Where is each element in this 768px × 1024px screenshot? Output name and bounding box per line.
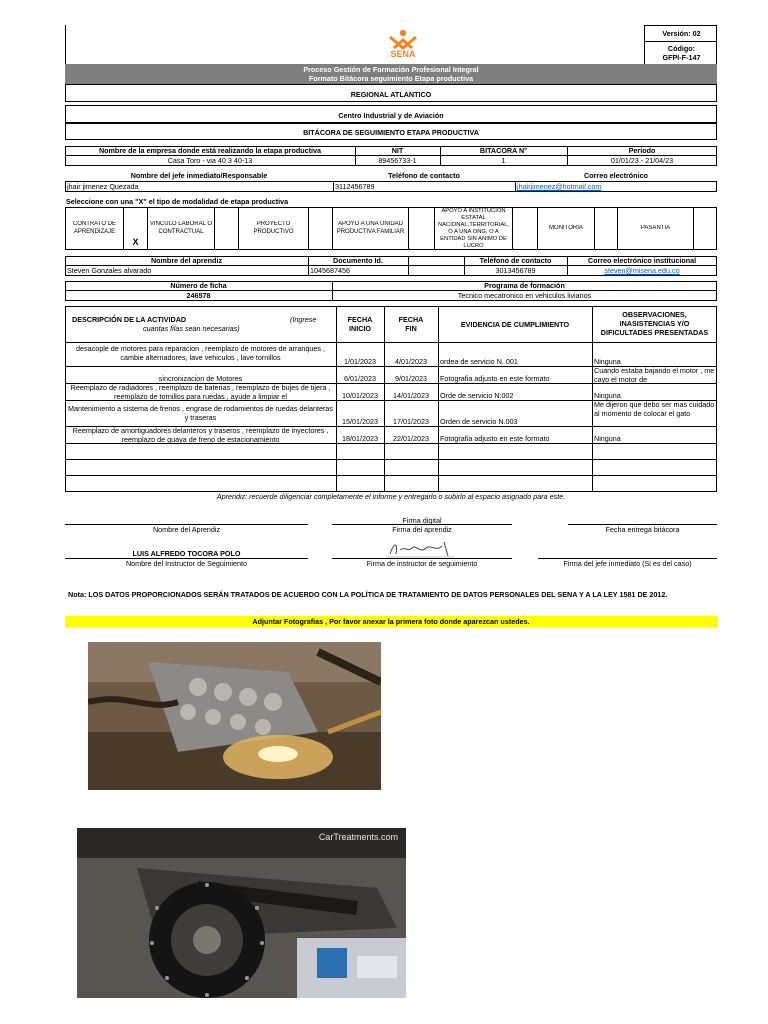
start-date-header-a: FECHA: [347, 315, 373, 324]
obs-header-c: DIFICULTADES PRESENTADAS: [600, 328, 709, 337]
period-value: 01/01/23 - 21/04/23: [610, 156, 674, 165]
obs-header-b: INASISTENCIAS Y/O: [619, 319, 690, 328]
boss-sign-label: Firma del jefe inmediato (Si es del caso): [563, 559, 692, 568]
ficha-value: 246578: [186, 291, 211, 300]
modality-instruction: Seleccione con una "X" el tipo de modalidad de etapa productiva: [66, 197, 289, 206]
photo-watermark: CarTreatments.com: [318, 832, 398, 842]
company-name-label: Nombre de la empresa donde está realizando la etapa productiva: [98, 146, 322, 155]
bitacora-value: 1: [501, 156, 506, 165]
activity-row-start: 1/01/2023: [344, 357, 376, 366]
activity-row-start: 10/01/2023: [342, 391, 378, 400]
boss-email-link[interactable]: jhairjimenez@hotmail.com: [517, 182, 602, 191]
activity-row-evidence: Fotografia adjusto en este formato: [440, 434, 550, 443]
activity-row-desc: sincronizacion de Motores: [158, 374, 243, 383]
ficha-label: Número de ficha: [170, 281, 227, 290]
sena-logo-icon: [390, 30, 416, 48]
activity-desc-note-a: (Ingrese: [290, 315, 317, 324]
regional-text: REGIONAL ATLANTICO: [350, 90, 432, 99]
activity-row-obs: Cuando estaba bajando el motor , me cayo el motor de: [594, 366, 715, 383]
modality-mark[interactable]: X: [132, 238, 139, 247]
activity-desc-note-b: cuantas filas sean necesarias): [143, 324, 240, 333]
activity-row-evidence: ordea de servicio N. 001: [440, 357, 518, 366]
activity-row-obs: Ninguna: [594, 434, 621, 443]
sena-logo-text: SENA: [390, 50, 416, 59]
boss-name-label: Nombre del jefe inmediato/Responsable: [130, 171, 268, 180]
activity-row-start: 15/01/2023: [342, 417, 378, 426]
bitacora-label: BITACORA N°: [479, 146, 528, 155]
apprentice-phone-value: 3013456789: [495, 266, 536, 275]
apprentice-phone-label: Teléfono de contacto: [479, 256, 552, 265]
program-label: Programa de formación: [484, 281, 565, 290]
modality-option-proyecto: PROYECTO PRODUCTIVO: [253, 221, 294, 235]
modality-option-vinculo: VÍNCULO LABORAL O CONTRACTUAL: [149, 221, 213, 235]
apprentice-sign-label: Firma del aprendiz: [392, 525, 452, 534]
activity-row-start: 6/01/2023: [344, 374, 376, 383]
activity-reminder: Aprendiz: recuerde diligenciar completamente el informe y entregarlo o subirlo al espacio asignado para este.: [216, 492, 566, 501]
nit-label: NIT: [391, 146, 404, 155]
activity-row-start: 18/01/2023: [342, 434, 378, 443]
instructor-name: LUIS ALFREDO TOCORA POLO: [132, 549, 241, 558]
activity-row-desc: desacople de motores para reparacion , reemplazo de motores de arranques , cambie alternadores, lave vehiculos , lave tornillos: [76, 344, 325, 362]
activity-row-evidence: Orde de servicio N:002: [440, 391, 514, 400]
program-value: Tecnico mecatronico en vehiculos livianos: [457, 291, 592, 300]
activity-row-obs: Ninguna: [594, 391, 621, 400]
doc-title-row: [65, 123, 717, 140]
boss-name-value: jhair jimenez Quezada: [67, 182, 139, 191]
doc-title: BITÁCORA DE SEGUIMIENTO ETAPA PRODUCTIVA: [303, 128, 479, 137]
nit-value: 89456733-1: [378, 156, 417, 165]
activity-row-desc: Reemplazo de radiadores , reemplazo de baterias , reemplazo de bujes de tijera , reemplazo de tornillos para ruedas , ayude a limpiar el: [70, 383, 331, 400]
activity-row-end: 22/01/2023: [393, 434, 429, 443]
apprentice-email-label: Correo electrónico institucional: [587, 256, 697, 265]
activity-row-end: 17/01/2023: [393, 417, 429, 426]
process-title: Proceso Gestión de Formación Profesional Integral: [303, 65, 479, 74]
activity-row-evidence: Orden de servicio N.003: [440, 417, 518, 426]
start-date-header-b: INICIO: [349, 324, 371, 333]
modality-option-institucion: APOYO A INSTITUCIÓN ESTATAL NACIONAL,TERRITORIAL, O A UNA ONG, O A ENTIDAD SIN ANIMO DE LUCRO: [437, 208, 510, 249]
company-name-value: Casa Toro - via 40 3 40-13: [167, 156, 253, 165]
activity-row-obs: Ninguna: [594, 357, 621, 366]
instructor-sign-label: Firma de instructor de seguimiento: [366, 559, 478, 568]
activity-row-obs: Me dijeron que debo ser mas cuidado al momento de colocar el gato: [594, 400, 715, 418]
apprentice-name-sign-label: Nombre del Aprendiz: [152, 525, 221, 534]
activity-row-end: 4/01/2023: [395, 357, 427, 366]
instructor-signature-image: [386, 538, 454, 560]
sena-logo: [380, 28, 426, 62]
boss-email-label: Correo electrónico: [584, 171, 648, 180]
activity-row-end: 9/01/2023: [395, 374, 427, 383]
activity-row-desc: Reemplazo de amortiguadores delanteros y traseros , reemplazo de inyectores , reemplazo de guaya de freno de estacionamiento: [72, 426, 329, 443]
modality-option-monitoria: MONITORIA: [549, 225, 583, 231]
engine-photo: [88, 642, 381, 790]
modality-option-contrato: CONTRATO DE APRENDIZAJE: [72, 221, 117, 235]
instructor-name-label: Nombre del Instructor de Seguimiento: [125, 559, 248, 568]
version-box: [644, 25, 717, 65]
modality-option-unidad: APOYO A UNA UNIDAD PRODUCTIVA FAMILIAR: [336, 221, 405, 235]
photos-banner-text: Adjuntar Fotografias , Por favor anexar la primera foto donde aparezcan ustedes.: [252, 617, 530, 626]
center-text: Centro Industrial y de Aviación: [338, 111, 444, 120]
apprentice-email-link[interactable]: steven@misena.edu.co: [604, 266, 680, 275]
version-text: Versión: 02: [662, 29, 701, 38]
modality-option-pasantia: PASANTIA: [640, 225, 671, 231]
code-label: Código:: [667, 44, 696, 53]
apprentice-name-label: Nombre del aprendiz: [150, 256, 223, 265]
digital-sign-text: Firma digital: [402, 516, 442, 525]
suspension-photo: [77, 828, 406, 998]
data-policy-note: Nota: LOS DATOS PROPORCIONADOS SERÁN TRATADOS DE ACUERDO CON LA POLÍTICA DE TRATAMIENTO DE DATOS PERSONALES DEL SENA Y A LA LEY 1581 DE 2012.: [68, 590, 668, 599]
obs-header-a: OBSERVACIONES,: [622, 310, 687, 319]
center-row: [65, 105, 717, 123]
activity-desc-header: DESCRIPCIÓN DE LA ACTIVIDAD: [72, 315, 187, 324]
evidence-header: EVIDENCIA DE CUMPLIMIENTO: [460, 320, 570, 329]
regional-row: [65, 84, 717, 102]
format-title: Formato Bitácora seguimiento Etapa productiva: [308, 74, 474, 83]
apprentice-name-value: Steven Gonzales alvarado: [67, 266, 152, 275]
code-value: GFPI-F-147: [662, 53, 701, 62]
boss-phone-value: 3112456789: [335, 182, 375, 191]
apprentice-doc-value: 1045687456: [310, 266, 350, 275]
delivery-date-label: Fecha entrega bitácora: [605, 525, 680, 534]
boss-phone-label: Teléfono de contacto: [388, 171, 460, 180]
end-date-header-a: FECHA: [398, 315, 424, 324]
period-label: Período: [628, 146, 656, 155]
activity-row-evidence: Fotografia adjusto en este formato: [440, 374, 550, 383]
end-date-header-b: FIN: [405, 324, 417, 333]
activity-row-end: 14/01/2023: [393, 391, 429, 400]
activity-row-desc: Mantenimiento a sistema de frenos , engrase de rodamientos de ruedas delanteras y traseras: [68, 404, 333, 422]
apprentice-doc-label: Documento Id.: [333, 256, 383, 265]
